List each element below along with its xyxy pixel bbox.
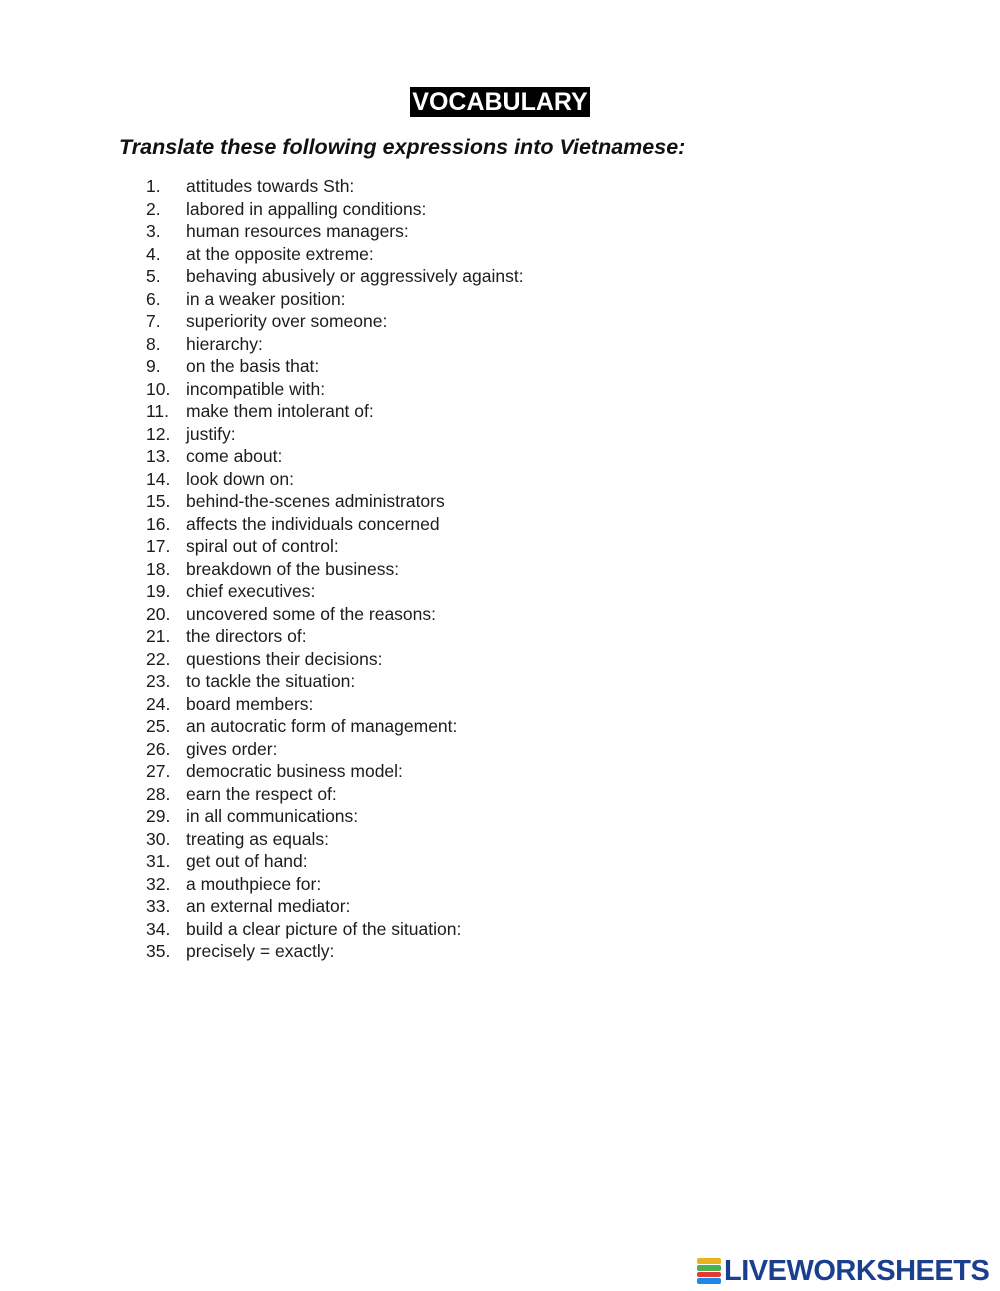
vocab-item xyxy=(146,828,524,851)
vocab-item-text: gives order: xyxy=(186,738,278,759)
vocab-item-number: 30. xyxy=(146,828,171,849)
vocab-item-text: breakdown of the business: xyxy=(186,558,400,579)
vocab-item xyxy=(146,940,524,963)
vocab-item-number: 2. xyxy=(146,198,161,219)
vocab-item xyxy=(146,333,524,356)
vocab-item-text: a mouthpiece for: xyxy=(186,873,322,894)
vocab-item-number: 24. xyxy=(146,693,171,714)
worksheet-title: VOCABULARY xyxy=(412,88,588,116)
vocab-item xyxy=(146,715,524,738)
vocab-item-number: 5. xyxy=(146,266,161,286)
vocab-item-text: get out of hand: xyxy=(186,851,308,871)
vocab-item-text: precisely = exactly: xyxy=(186,941,335,961)
vocab-item-number: 13. xyxy=(146,446,171,466)
vocab-item xyxy=(146,603,524,626)
vocab-item-text: behaving abusively or aggressively against: xyxy=(186,266,524,286)
vocab-item xyxy=(146,243,524,266)
vocab-item-text: human resources managers: xyxy=(186,221,409,241)
vocabulary-list xyxy=(146,175,524,963)
vocab-item xyxy=(146,220,524,243)
vocab-item-number: 17. xyxy=(146,536,171,556)
vocab-item-text: at the opposite extreme: xyxy=(186,243,374,264)
vocab-item-text: an external mediator: xyxy=(186,896,351,916)
vocab-item xyxy=(146,288,524,311)
vocab-item xyxy=(146,423,524,446)
vocab-item xyxy=(146,918,524,941)
vocab-item-text: to tackle the situation: xyxy=(186,671,356,691)
vocab-item-number: 16. xyxy=(146,513,171,534)
vocab-item xyxy=(146,445,524,468)
vocab-item-text: in a weaker position: xyxy=(186,288,346,309)
vocab-item-number: 1. xyxy=(146,176,161,196)
logo-block xyxy=(697,1272,721,1278)
vocab-item-number: 18. xyxy=(146,558,171,579)
vocab-item xyxy=(146,175,524,198)
vocab-item-number: 19. xyxy=(146,581,171,601)
vocab-item-text: attitudes towards Sth: xyxy=(186,176,355,196)
vocab-item-number: 26. xyxy=(146,738,171,759)
vocab-item xyxy=(146,310,524,333)
vocab-item xyxy=(146,760,524,783)
vocab-item-text: in all communications: xyxy=(186,806,359,826)
vocab-item xyxy=(146,625,524,648)
vocab-item-text: incompatible with: xyxy=(186,378,326,399)
brand-name: LIVEWORKSHEETS xyxy=(724,1255,990,1287)
vocab-item-number: 20. xyxy=(146,603,171,624)
logo-block xyxy=(697,1278,721,1284)
vocab-item-text: make them intolerant of: xyxy=(186,401,374,421)
vocab-item-number: 29. xyxy=(146,806,171,826)
vocab-item-number: 10. xyxy=(146,378,171,399)
vocab-item xyxy=(146,535,524,558)
vocab-item xyxy=(146,805,524,828)
vocab-item-text: build a clear picture of the situation: xyxy=(186,918,462,939)
vocab-item-number: 33. xyxy=(146,896,171,916)
vocab-item-number: 3. xyxy=(146,221,161,241)
vocab-item-number: 34. xyxy=(146,918,171,939)
vocab-item xyxy=(146,850,524,873)
vocab-item-number: 31. xyxy=(146,851,171,871)
vocab-item-number: 35. xyxy=(146,941,171,961)
vocab-item xyxy=(146,198,524,221)
vocab-item xyxy=(146,693,524,716)
vocab-item-number: 9. xyxy=(146,356,161,376)
vocab-item-number: 4. xyxy=(146,243,161,264)
vocab-item-text: treating as equals: xyxy=(186,828,330,849)
vocab-item xyxy=(146,783,524,806)
title-container xyxy=(0,87,1000,117)
vocab-item xyxy=(146,648,524,671)
vocab-item xyxy=(146,873,524,896)
liveworksheets-brand xyxy=(697,1255,989,1287)
vocab-item xyxy=(146,400,524,423)
vocab-item-number: 25. xyxy=(146,716,171,736)
vocab-item xyxy=(146,895,524,918)
vocab-item xyxy=(146,580,524,603)
vocab-item-text: board members: xyxy=(186,693,314,714)
vocab-item-text: justify: xyxy=(186,423,236,444)
vocab-item-text: come about: xyxy=(186,446,283,466)
vocab-item-text: look down on: xyxy=(186,468,294,489)
vocab-item xyxy=(146,513,524,536)
vocab-item xyxy=(146,378,524,401)
vocab-item-number: 12. xyxy=(146,423,171,444)
vocab-item-text: chief executives: xyxy=(186,581,316,601)
vocab-item-text: uncovered some of the reasons: xyxy=(186,603,437,624)
vocab-item-number: 6. xyxy=(146,288,161,309)
vocab-item-text: affects the individuals concerned xyxy=(186,513,440,534)
logo-block xyxy=(697,1258,721,1264)
vocab-item-number: 7. xyxy=(146,311,161,331)
vocab-item-text: behind-the-scenes administrators xyxy=(186,491,445,511)
vocab-item-number: 21. xyxy=(146,626,171,646)
vocab-item-text: on the basis that: xyxy=(186,356,320,376)
vocab-item xyxy=(146,738,524,761)
vocab-item xyxy=(146,490,524,513)
logo-block xyxy=(697,1265,721,1271)
vocab-item-text: spiral out of control: xyxy=(186,536,339,556)
vocab-item-number: 27. xyxy=(146,761,171,781)
vocab-item-number: 23. xyxy=(146,671,171,691)
vocab-item-text: questions their decisions: xyxy=(186,648,383,669)
vocab-item-number: 22. xyxy=(146,648,171,669)
vocab-item xyxy=(146,265,524,288)
vocab-item-text: labored in appalling conditions: xyxy=(186,198,427,219)
vocab-item-text: an autocratic form of management: xyxy=(186,716,458,736)
vocab-item xyxy=(146,558,524,581)
vocab-item-text: hierarchy: xyxy=(186,333,263,354)
vocab-item-number: 32. xyxy=(146,873,171,894)
instruction-text: Translate these following expressions into Vietnamese: xyxy=(119,135,686,159)
vocab-item-number: 15. xyxy=(146,491,171,511)
vocab-item-number: 8. xyxy=(146,333,161,354)
vocab-item-text: the directors of: xyxy=(186,626,307,646)
vocab-item-text: earn the respect of: xyxy=(186,783,337,804)
vocab-item-number: 28. xyxy=(146,783,171,804)
vocab-item xyxy=(146,355,524,378)
vocab-item xyxy=(146,468,524,491)
liveworksheets-logo-icon xyxy=(697,1258,721,1284)
vocab-item-number: 14. xyxy=(146,468,171,489)
vocab-item xyxy=(146,670,524,693)
vocab-item-text: superiority over someone: xyxy=(186,311,388,331)
vocab-item-text: democratic business model: xyxy=(186,761,403,781)
vocab-item-number: 11. xyxy=(146,401,170,421)
